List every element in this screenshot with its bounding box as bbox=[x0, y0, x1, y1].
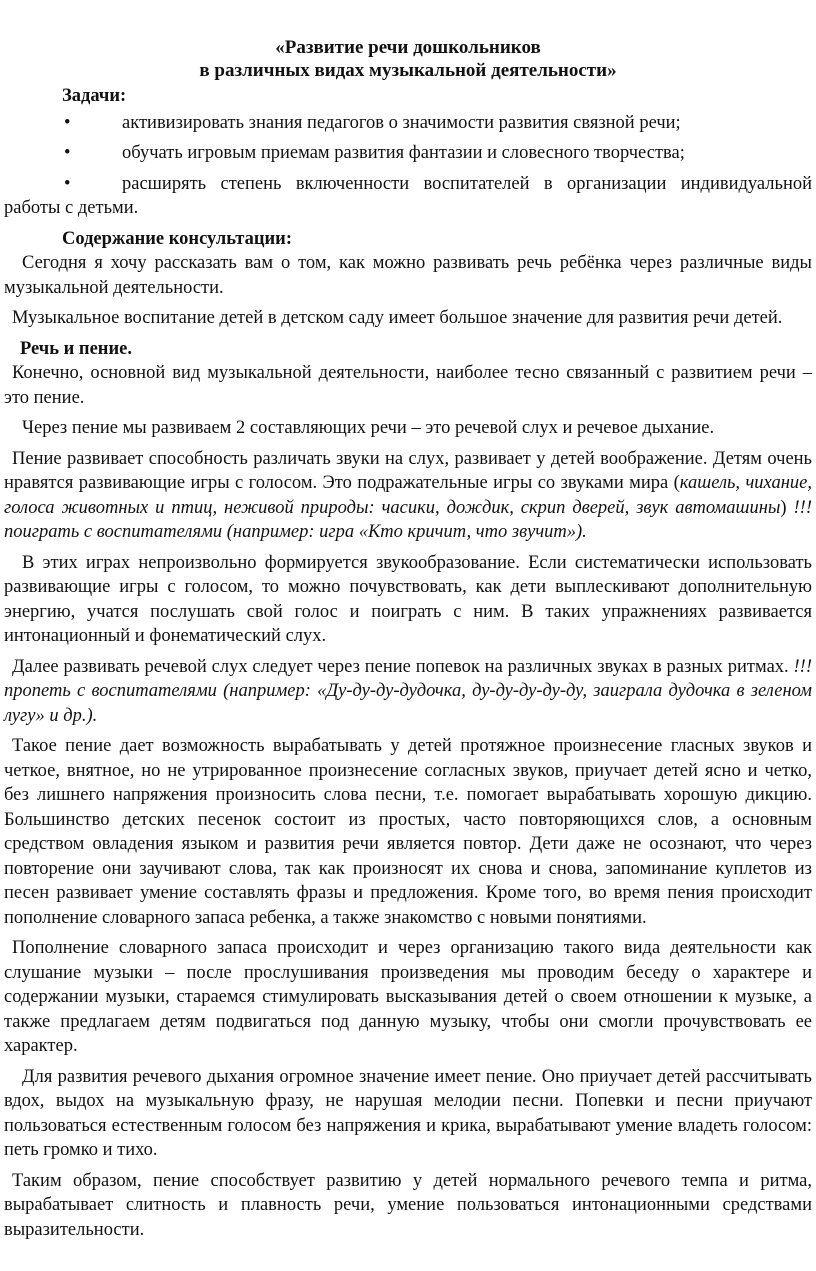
paragraph bbox=[4, 447, 812, 545]
bullet-icon: • bbox=[64, 112, 71, 133]
text-run: Пение развивает способность различать звуки на слух, развивает у детей воображение. Детям очень нравятся развивающие игры с голосом. Это подражательные игры со звуками мира ( bbox=[4, 448, 812, 493]
bullet-icon: • bbox=[64, 143, 71, 163]
title-line-1: «Развитие речи дошкольников bbox=[275, 37, 541, 58]
paragraph bbox=[4, 655, 812, 729]
text-run: Далее развивать речевой слух следует через пение попевок на различных звуках в разных ритмах. bbox=[12, 656, 794, 677]
task-text: активизировать знания педагогов о значимости развития связной речи; bbox=[122, 112, 681, 133]
title-line-2: в различных видах музыкальной деятельности» bbox=[199, 60, 617, 81]
text-run-italic: кашель, чихание, голоса животных и птиц, неживой природы: часики, дождик, скрип дверей, звук автомашины bbox=[4, 473, 813, 518]
section-heading: Речь и пение. bbox=[20, 338, 132, 359]
text-run-italic: !!! пропеть с воспитателями (например: «Ду-ду-ду-дудочка, ду-ду-ду-ду-ду, заиграла дудочка в зеленом лугу» и др.). bbox=[4, 656, 812, 726]
bullet-icon: • bbox=[64, 173, 71, 194]
paragraph: В этих играх непроизвольно формируется звукообразование. Если систематически использовать развивающие игры с голосом, то можно почувствовать, как дети выплескивают дополнительную энергию, учатся послушать свой голос и поиграть с ним. В таких упражнениях развивается интонационный и фонематический слух. bbox=[4, 552, 812, 646]
paragraph: Такое пение дает возможность вырабатывать у детей протяжное произнесение гласных звуков и четкое, внятное, но не утрированное произнесение согласных звуков, приучает детей ясно и четко, без лишнего напряжения произносить слова песни, т.е. помогает вырабатывать хорошую дикцию. Большинство детских песенок состоит из простых, часто повторяющихся слов, а основным средством овладения языком и развития речи является повтор. Дети даже не осознают, что через повторение они заучивают слова, так как произносят их снова и снова, запоминание куплетов из песен развивает умение составлять фразы и предложения. Кроме того, во время пения происходит пополнение словарного запаса ребенка, а также знакомство с новыми понятиями. bbox=[4, 736, 812, 928]
list-item bbox=[4, 141, 812, 166]
task-text: расширять степень включенности воспитателей в организации индивидуальной работы с детьми. bbox=[4, 173, 812, 218]
paragraph: Через пение мы развиваем 2 составляющих речи – это речевой слух и речевое дыхание. bbox=[22, 418, 715, 438]
list-item bbox=[4, 111, 812, 136]
document-title bbox=[4, 36, 812, 82]
tasks-list bbox=[4, 111, 812, 221]
text-run-italic: !!! поиграть с воспитателями (например: игра «Кто кричит, что звучит»). bbox=[4, 497, 812, 542]
paragraph: Сегодня я хочу рассказать вам о том, как можно развивать речь ребёнка через различные виды музыкальной деятельности. bbox=[4, 253, 812, 298]
tasks-heading: Задачи: bbox=[62, 86, 127, 106]
paragraph: Музыкальное воспитание детей в детском саду имеет большое значение для развития речи детей. bbox=[12, 308, 783, 328]
paragraph: Конечно, основной вид музыкальной деятельности, наиболее тесно связанный с развитием речи – это пение. bbox=[4, 363, 812, 408]
text-run: ) bbox=[780, 497, 794, 518]
paragraph: Для развития речевого дыхания огромное значение имеет пение. Оно приучает детей рассчитывать вдох, выдох на музыкальную фразу, не нарушая мелодии песни. Попевки и песни приучают пользоваться естественным голосом без напряжения и крика, вырабатывают умение владеть голосом: петь громко и тихо. bbox=[4, 1066, 812, 1160]
content-heading: Содержание консультации: bbox=[62, 228, 292, 249]
list-item bbox=[4, 172, 812, 221]
task-text: обучать игровым приемам развития фантазии и словесного творчества; bbox=[122, 143, 685, 163]
paragraph: Пополнение словарного запаса происходит и через организацию такого вида деятельности как слушание музыки – после прослушивания произведения мы проводим беседу о характере и содержании музыки, стараемся стимулировать высказывания детей о своем отношении к музыке, а также предлагаем детям подвигаться под данную музыку, чтобы они смогли прочувствовать ее характер. bbox=[4, 938, 812, 1056]
paragraph: Таким образом, пение способствует развитию у детей нормального речевого темпа и ритма, вырабатывает слитность и плавность речи, умение пользоваться интонационными средствами выразительности. bbox=[4, 1170, 812, 1240]
